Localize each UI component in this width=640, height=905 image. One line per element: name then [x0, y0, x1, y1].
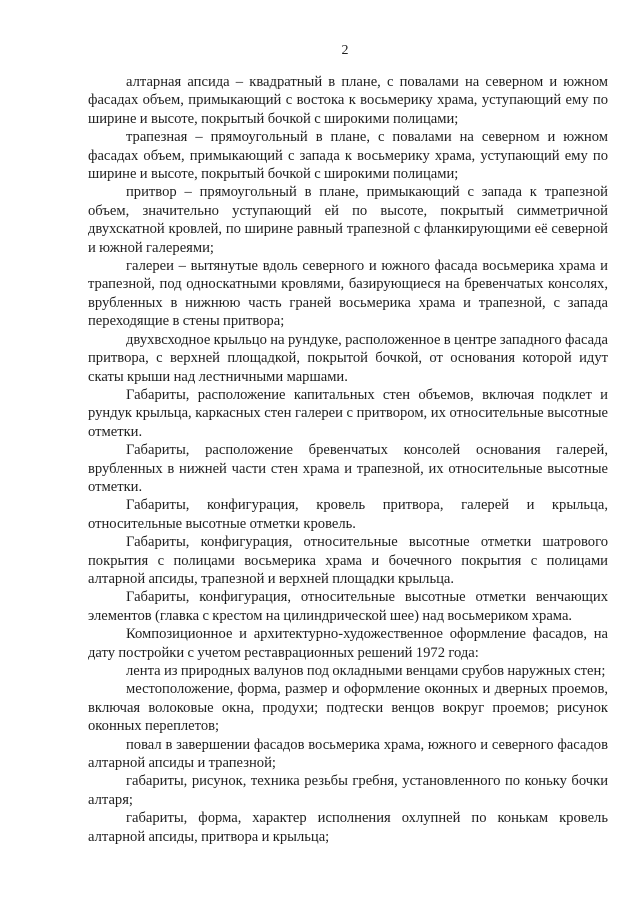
- paragraph: габариты, форма, характер исполнения охлупней по конькам кровель алтарной апсиды, притвора и крыльца;: [88, 810, 608, 845]
- paragraph: трапезная – прямоугольный в плане, с повалами на северном и южном фасадах объем, примыкающий с запада к восьмерику храма, уступающий ему по ширине и высоте, покрытый бочкой с широкими полицами;: [88, 129, 608, 183]
- paragraph: повал в завершении фасадов восьмерика храма, южного и северного фасадов алтарной апсиды и трапезной;: [88, 736, 608, 772]
- paragraph: лента из природных валунов под окладными венцами срубов наружных стен;: [126, 663, 606, 679]
- paragraph: алтарная апсида – квадратный в плане, с повалами на северном и южном фасадах объем, примыкающий с востока к восьмерику храма, уступающий ему по ширине и высоте, покрытый бочкой с широкими полицами;: [88, 74, 608, 127]
- paragraph: габариты, рисунок, техника резьбы гребня, установленного по коньку бочки алтаря;: [88, 773, 608, 808]
- paragraph: Габариты, конфигурация, относительные высотные отметки венчающих элементов (главка с крестом на цилиндрической шее) над восьмериком храма.: [88, 589, 608, 624]
- page-number: 2: [341, 43, 349, 58]
- paragraph: Габариты, расположение капитальных стен объемов, включая подклет и рундук крыльца, каркасных стен галереи с притвором, их относительные высотные отметки.: [88, 386, 608, 440]
- paragraph: Габариты, расположение бревенчатых консолей основания галерей, врубленных в нижней части стен храма и трапезной, их относительные высотные отметки.: [88, 442, 608, 495]
- paragraph: Композиционное и архитектурно-художественное оформление фасадов, на дату постройки с учетом реставрационных решений 1972 года:: [88, 626, 608, 661]
- paragraph: местоположение, форма, размер и оформление оконных и дверных проемов, включая волоковые окна, продухи; подтески венцов вокруг проемов; рисунок оконных переплетов;: [88, 681, 608, 735]
- paragraph: Габариты, конфигурация, относительные высотные отметки шатрового покрытия с полицами восьмерика храма и бочечного покрытия с полицами алтарной апсиды, трапезной и верхней площадки крыльца.: [88, 534, 608, 587]
- paragraph: притвор – прямоугольный в плане, примыкающий с запада к трапезной объем, значительно уступающий ей по высоте, покрытый симметричной двухскатной кровлей, по ширине равный трапезной с фланкирующими её северной и южной галереями;: [88, 184, 608, 256]
- document-body: [88, 73, 608, 846]
- paragraph: галереи – вытянутые вдоль северного и южного фасада восьмерика храма и трапезной, под односкатными кровлями, базирующиеся на бревенчатых консолях, врубленных в нижнюю часть граней восьмерика храма и трапезной, с запада переходящие в стены притвора;: [88, 258, 608, 330]
- paragraph: Габариты, конфигурация, кровель притвора, галерей и крыльца, относительные высотные отметки кровель.: [88, 497, 608, 532]
- paragraph: двухвсходное крыльцо на рундуке, расположенное в центре западного фасада притвора, с верхней площадкой, покрытой бочкой, от основания которой идут скаты крыши над лестничными маршами.: [88, 331, 608, 385]
